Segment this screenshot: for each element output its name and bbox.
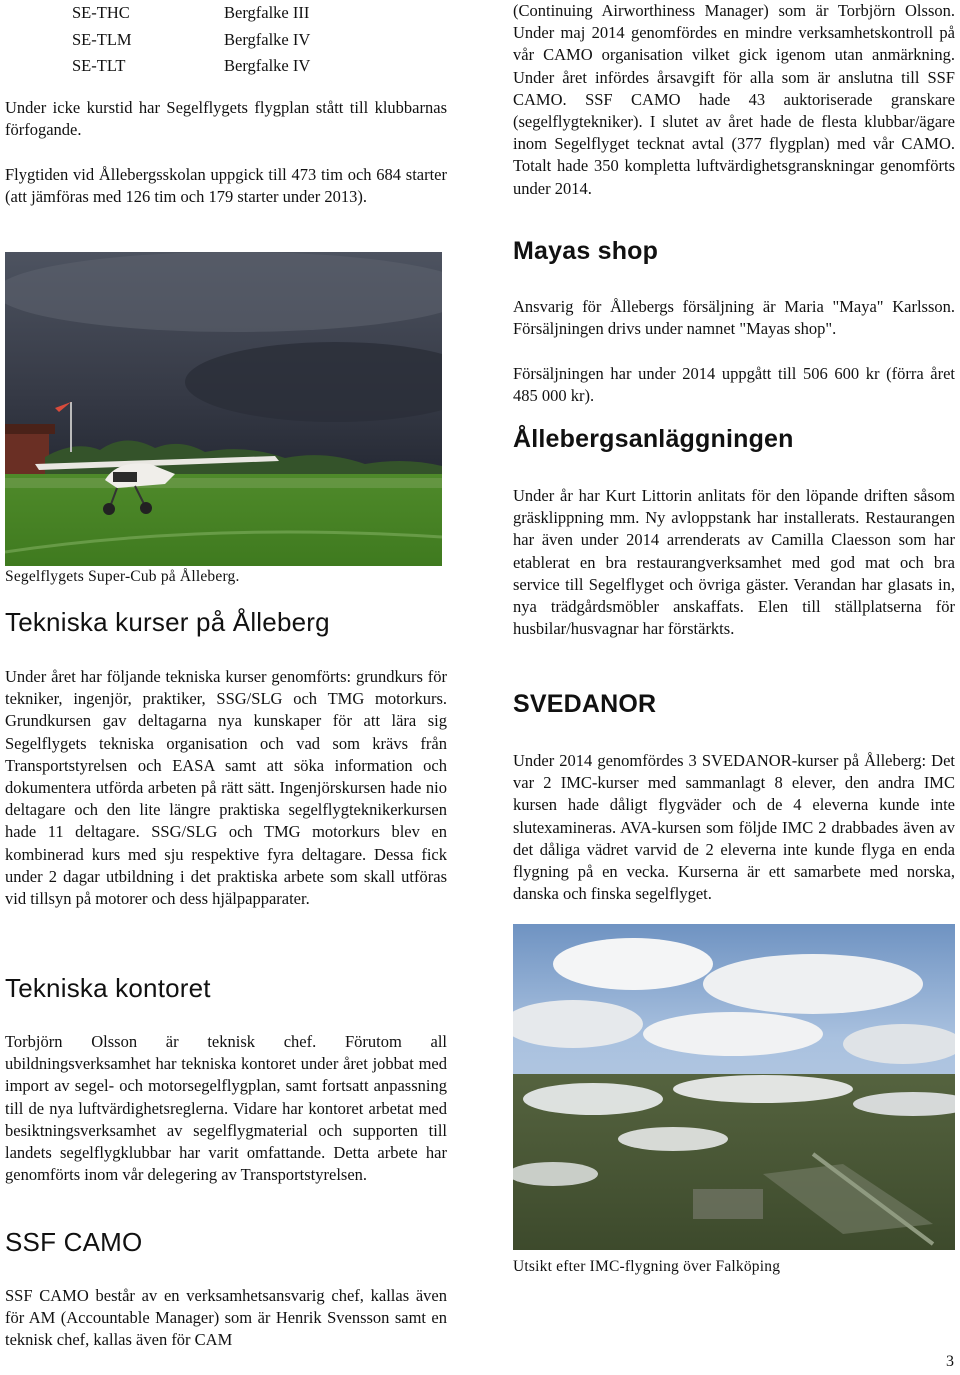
heading-ssf-camo: SSF CAMO [5,1227,143,1257]
aerial-photo [513,924,955,1250]
registration-code: SE-TLM [72,29,132,49]
heading-allebergsanlaggningen: Ållebergsanläggningen [513,425,794,453]
super-cub-caption: Segelflygets Super-Cub på Ålleberg. [5,568,240,585]
heading-svedanor: SVEDANOR [513,690,657,718]
registration-table [72,0,310,80]
paragraph-mayas-shop-2: Försäljningen har under 2014 uppgått till 506 600 kr (förra året 485 000 kr). [513,364,955,406]
registration-row [72,0,310,27]
paragraph-tekniska-kurser: Under året har följande tekniska kurser genomförts: grundkurs för tekniker, ingenjör, praktiker, SSG/SLG och TMG motorkurs. Grundkursen gav deltagarna nya kunskaper för att lära sig Segelflygets tekniska organisation och vad som krävs från Transportstyrelsen och EASA samt att söka information och dokumentera utförda arbeten på rätt sätt. Ingenjörskursen hade nio deltagare och den lite längre praktiska segelflygteknikerkursen hade 11 deltagare. SSG/SLG och TMG motorkurs blev en kombinerad kurs med sju respektive fyra deltagare. Dessa fick under 2 dagar utbildning i det praktiska arbete som skall utföras vid tillsyn på motorer och dess hjälpapparater. [5,667,447,909]
heading-tekniska-kurser: Tekniska kurser på Ålleberg [5,607,330,637]
super-cub-image [5,252,442,566]
heading-tekniska-kontoret: Tekniska kontoret [5,973,211,1003]
paragraph-flygtid: Flygtiden vid Ållebergsskolan uppgick till 473 tim och 684 starter (att jämföras med 126 tim och 179 starter under 2013). [5,165,447,207]
glider-model: Bergfalke III [224,3,310,22]
paragraph-allebergsanlaggningen: Under år har Kurt Littorin anlitats för den löpande driften såsom gräsklippning mm. Ny avloppstank har installerats. Restaurangen har även under 2014 arrenderats av Camilla Claesson som har etablerat en bra restaurangverksamhet med god mat och bra service till Segelflyget och övriga gäster. Verandan har glasats in, nya trädgårdsmöbler anskaffats. Elen till ställplatserna för husbilar/husvagnar har förstärkts. [513,486,955,639]
heading-mayas-shop: Mayas shop [513,237,659,265]
registration-code: SE-THC [72,3,130,22]
paragraph-camo-continued: (Continuing Airworthiness Manager) som är Torbjörn Olsson. Under maj 2014 genomfördes en mindre verksamhetskontroll på vår CAMO organisation vilket gick igenom utan anmärkning. Under året infördes årsavgift för alla som är anslutna till SSF CAMO. SSF CAMO hade 43 auktoriserade granskare (segelflygtekniker). I slutet av året hade de flesta klubbar/ägare inom Segelflyget tecknat avtal (377 flygplan) med vår CAMO. Totalt hade 350 kompletta luftvärdighetsgranskningar genomförts under 2014. [513,1,955,198]
page-number: 3 [946,1353,954,1370]
glider-model: Bergfalke IV [224,29,311,49]
aerial-photo-caption: Utsikt efter IMC-flygning över Falköping [513,1258,781,1275]
super-cub-photo [5,252,442,566]
paragraph-mayas-shop-1: Ansvarig för Ållebergs försäljning är Maria "Maya" Karlsson. Försäljningen drivs under namnet "Mayas shop". [513,297,955,339]
registration-row [72,53,310,80]
glider-model: Bergfalke IV [224,56,311,75]
aerial-image [513,924,955,1250]
registration-row [72,27,310,54]
paragraph-klubbar: Under icke kurstid har Segelflygets flygplan stått till klubbarnas förfogande. [5,98,447,140]
paragraph-ssf-camo: SSF CAMO består av en verksamhetsansvarig chef, kallas även för AM (Accountable Manager) som är Henrik Svensson samt en teknisk chef, kallas även för CAM [5,1286,447,1350]
paragraph-tekniska-kontoret: Torbjörn Olsson är teknisk chef. Förutom all ubildningsverksamhet har tekniska kontoret under året jobbat med import av segel- och motorsegelflygplan, samt fortsatt anpassning till de nya luftvärdighetsreglerna. Vidare har kontoret arbetat med besiktningsverksamhet av segelflygmaterial och supporten till landets segelflygklubbar har varit omfattande. Detta arbete har genomförts inom vår delegering av Transportstyrelsen. [5,1032,447,1185]
paragraph-svedanor: Under 2014 genomfördes 3 SVEDANOR-kurser på Ålleberg: Det var 2 IMC-kurser med sammanlagt 8 elever, den andra IMC kursen hade dåligt flygväder och de 4 eleverna kunde inte slutexamineras. AVA-kursen som följde IMC 2 drabbades även av det dåliga vädret varvid de 2 eleverna inte kunde flyga en enda flygning på en vecka. Kurserna är ett samarbete med norska, danska och finska segelflyget. [513,751,955,904]
registration-code: SE-TLT [72,56,126,75]
